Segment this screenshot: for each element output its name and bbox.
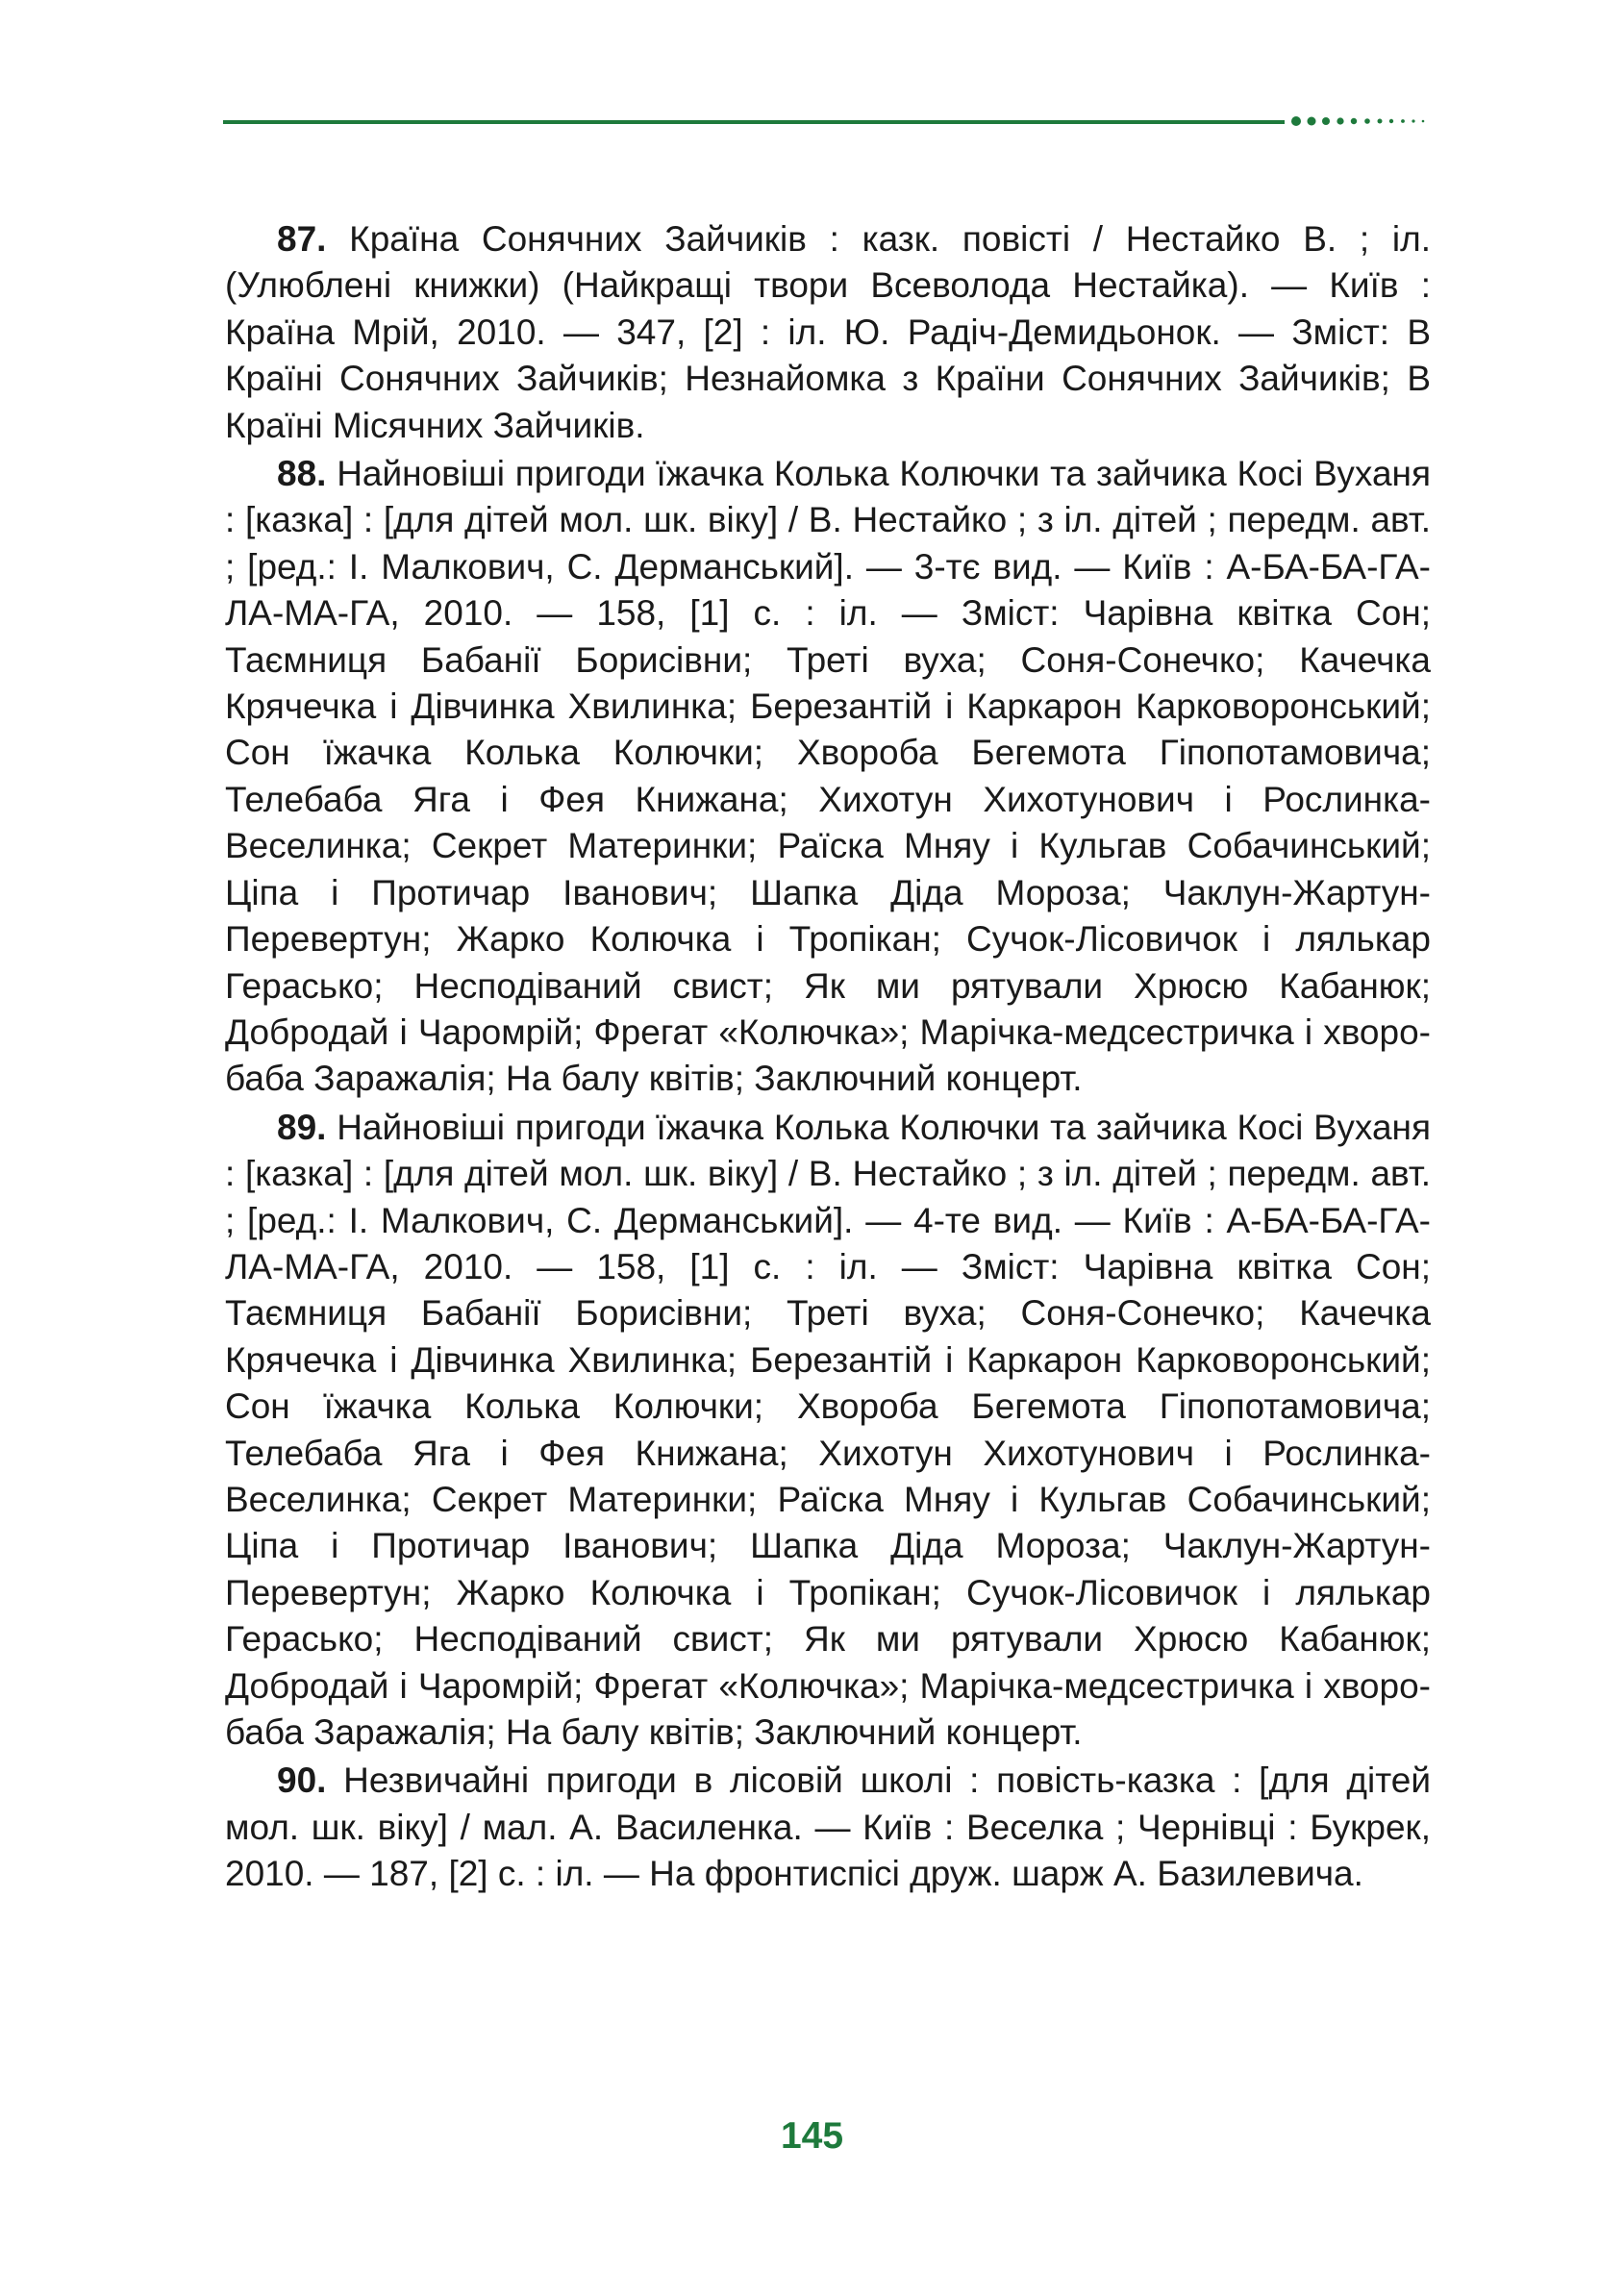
entry-text: Найновіші пригоди їжачка Колька Колючки та зайчика Косі Вуханя : [казка] : [для дітей мол. шк. віку] / В. Нестайко ; з іл. дітей ; передм. авт. ; [ред.: І. Малкович, С. Дерманський]. — 3-тє вид. — Київ : А-БА-БА-ГА-ЛА-МА-ГА, 2010. — 158, [1] с. : іл. — Зміст: Чарівна квітка Сон; Таємниця Бабанії Борисівни; Треті вуха; Соня-Сонечко; Качечка Крячечка і Дівчинка Хвилинка; Березантій і Каркарон Карковоронський; Сон їжачка Колька Колючки; Хвороба Бегемота Гіпопотамовича; Телебаба Яга і Фея Книжана; Хихотун Хихотунович і Рослинка-Веселинка; Секрет Материнки; Раїска Мняу і Кульгав Собачинський; Ціпа і Протичар Іванович; Шапка Діда Мороза; Чаклун-Жартун-Перевертун; Жарко Колючка і Тропікан; Сучок-Лісовичок і лялькар Герасько; Несподіваний свист; Як ми рятували Хрюсю Кабанюк; Добродай і Чаромрій; Фрегат «Колючка»; Марічка-медсестричка і хворо-баба Заражалія; На балу квітів; Заключний концерт. <box>225 454 1431 1099</box>
bibliography-entry <box>225 216 1431 449</box>
bibliography-entry <box>225 451 1431 1103</box>
entry-text: Незвичайні пригоди в лісовій школі : повість-казка : [для дітей мол. шк. віку] / мал. А. Василенка. — Київ : Веселка ; Чернівці : Букрек, 2010. — 187, [2] с. : іл. — На фронтиспісі друж. шарж А. Базилевича. <box>225 1760 1431 1894</box>
entry-number: 90. <box>277 1760 327 1801</box>
entry-number: 87. <box>277 219 327 259</box>
header-dots-ornament <box>1288 112 1442 131</box>
header-rule <box>223 120 1285 124</box>
entry-number: 89. <box>277 1107 327 1147</box>
entry-text: Найновіші пригоди їжачка Колька Колючки та зайчика Косі Вуханя : [казка] : [для дітей мол. шк. віку] / В. Нестайко ; з іл. дітей ; передм. авт. ; [ред.: І. Малкович, С. Дерманський]. — 4-те вид. — Київ : А-БА-БА-ГА-ЛА-МА-ГА, 2010. — 158, [1] с. : іл. — Зміст: Чарівна квітка Сон; Таємниця Бабанії Борисівни; Треті вуха; Соня-Сонечко; Качечка Крячечка і Дівчинка Хвилинка; Березантій і Каркарон Карковоронський; Сон їжачка Колька Колючки; Хвороба Бегемота Гіпопотамовича; Телебаба Яга і Фея Книжана; Хихотун Хихотунович і Рослинка-Веселинка; Секрет Материнки; Раїска Мняу і Кульгав Собачинський; Ціпа і Протичар Іванович; Шапка Діда Мороза; Чаклун-Жартун-Перевертун; Жарко Колючка і Тропікан; Сучок-Лісовичок і лялькар Герасько; Несподіваний свист; Як ми рятували Хрюсю Кабанюк; Добродай і Чаромрій; Фрегат «Колючка»; Марічка-медсестричка і хворо-баба Заражалія; На балу квітів; Заключний концерт. <box>225 1107 1431 1752</box>
bibliography-list <box>225 216 1431 1900</box>
bibliography-entry <box>225 1758 1431 1897</box>
entry-number: 88. <box>277 454 327 494</box>
page-number: 145 <box>780 2115 844 2157</box>
bibliography-entry <box>225 1105 1431 1757</box>
entry-text: Країна Сонячних Зайчиків : казк. повісті / Нестайко В. ; іл. (Улюблені книжки) (Найкращі твори Всеволода Нестайка). — Київ : Країна Мрій, 2010. — 347, [2] : іл. Ю. Радіч-Демидьонок. — Зміст: В Країні Сонячних Зайчиків; Незнайомка з Країни Сонячних Зайчиків; В Країні Місячних Зайчиків. <box>225 219 1431 445</box>
